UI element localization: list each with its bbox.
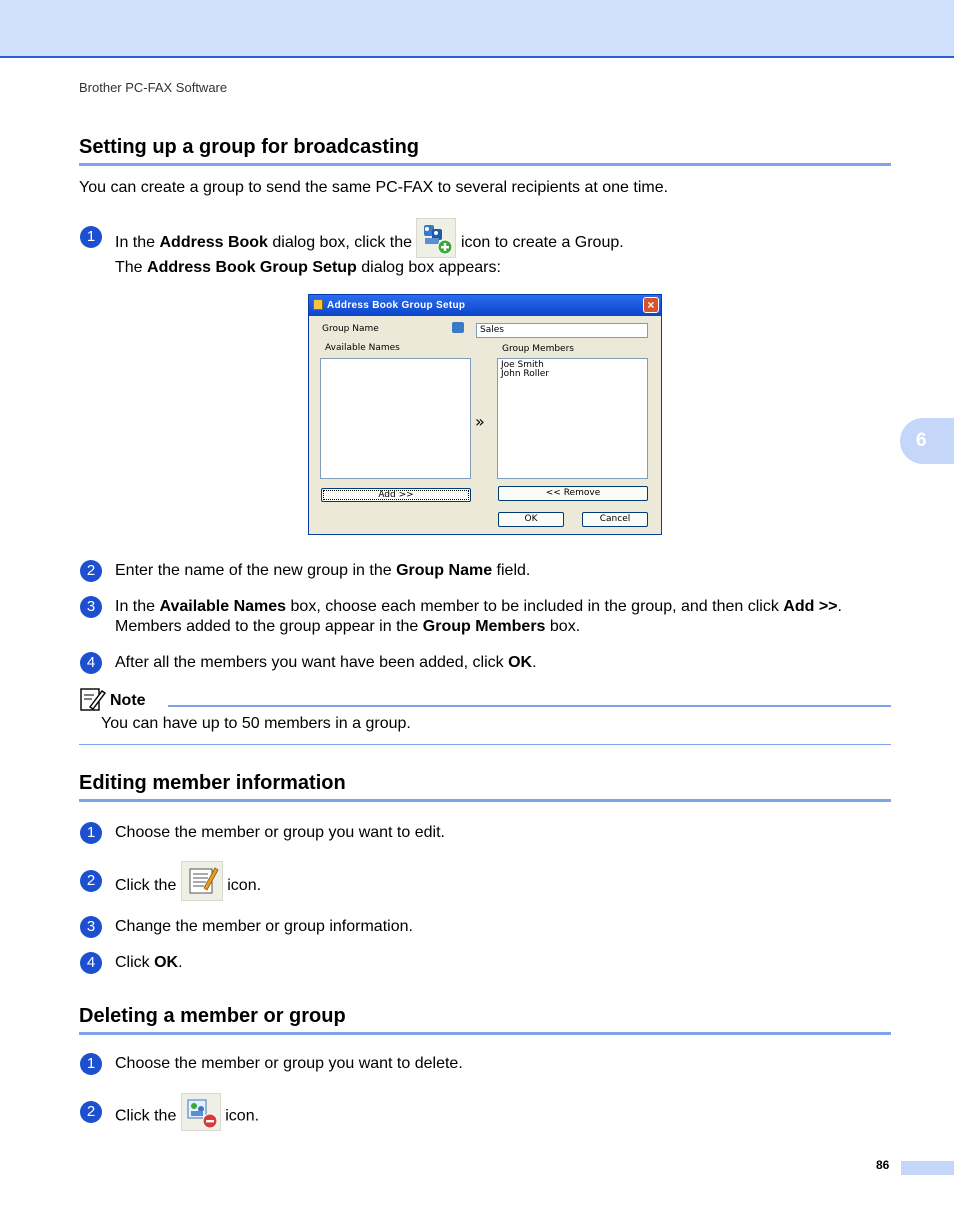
group-members-label: Group Members — [502, 344, 574, 354]
delete-member-icon — [181, 1093, 221, 1131]
close-button[interactable]: × — [643, 297, 659, 313]
step-number: 1 — [80, 1053, 102, 1075]
section-heading-editing: Editing member information — [79, 772, 891, 802]
dialog-title: Address Book Group Setup — [327, 300, 466, 311]
step-number: 4 — [80, 652, 102, 674]
step-number: 1 — [80, 226, 102, 248]
step-number: 4 — [80, 952, 102, 974]
page-top-band — [0, 0, 954, 58]
remove-button[interactable]: << Remove — [498, 486, 648, 501]
step-number: 2 — [80, 560, 102, 582]
page-number: 86 — [876, 1158, 890, 1172]
chapter-tab: 6 — [900, 418, 954, 464]
note-pencil-icon — [80, 686, 106, 712]
list-item[interactable]: Joe Smith — [501, 360, 544, 370]
step-number: 2 — [80, 870, 102, 892]
section-heading-setup: Setting up a group for broadcasting — [79, 136, 891, 166]
setup-step-1: 1 In the Address Book dialog box, click the icon to create a Group. The Address Book Group Setup dialog box appears: — [80, 226, 892, 286]
cancel-button[interactable]: Cancel — [582, 512, 648, 527]
group-name-label: Group Name — [322, 324, 379, 334]
move-arrow-icon: » — [475, 412, 485, 431]
address-book-icon — [313, 299, 323, 310]
address-book-group-setup-dialog — [308, 294, 662, 535]
note-text: You can have up to 50 members in a group. — [101, 715, 411, 732]
step-number: 3 — [80, 916, 102, 938]
group-name-field[interactable]: Sales — [476, 323, 648, 338]
footer-bar — [901, 1161, 954, 1175]
step-number: 3 — [80, 596, 102, 618]
group-icon — [452, 322, 464, 333]
running-header: Brother PC-FAX Software — [79, 80, 228, 95]
note-label: Note — [110, 692, 146, 709]
add-button[interactable]: Add >> — [321, 488, 471, 502]
available-names-list[interactable] — [320, 358, 471, 479]
ok-button[interactable]: OK — [498, 512, 564, 527]
edit-member-icon — [181, 861, 223, 901]
dialog-title-bar — [309, 295, 661, 316]
group-members-list[interactable] — [497, 358, 648, 479]
intro-paragraph: You can create a group to send the same PC-FAX to several recipients at one time. — [79, 179, 669, 196]
add-group-icon — [416, 218, 456, 258]
note-bottom-rule — [79, 744, 891, 745]
list-item[interactable]: John Roller — [501, 369, 550, 379]
note-rule — [168, 705, 891, 707]
section-heading-deleting: Deleting a member or group — [79, 1005, 891, 1035]
step-number: 2 — [80, 1101, 102, 1123]
step-number: 1 — [80, 822, 102, 844]
available-names-label: Available Names — [325, 343, 400, 353]
